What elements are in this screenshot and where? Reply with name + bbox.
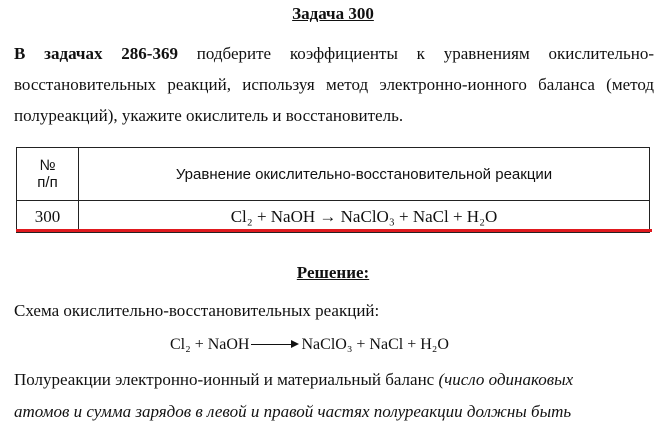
table-header-row <box>17 148 650 201</box>
scheme-products: NaClO₃ + NaCl + H₂O <box>301 336 449 353</box>
column-header-number <box>17 148 79 201</box>
intro-bold-range: В задачах 286-369 <box>14 44 178 63</box>
column-header-number-line2: п/п <box>37 174 58 191</box>
scheme-reactants: Cl₂ + NaOH <box>170 336 250 353</box>
cut-off-line: атомов и сумма зарядов в левой и правой частях полуреакции должны быть <box>14 402 572 421</box>
table-row <box>17 201 650 233</box>
reaction-arrow-icon <box>251 340 299 350</box>
column-header-equation: Уравнение окислительно-восстановительной реакции <box>79 148 650 201</box>
scheme-title: Схема окислительно-восстановительных реакций: <box>14 301 380 320</box>
intro-paragraph <box>14 38 654 131</box>
row-number-cell: 300 <box>17 201 79 233</box>
scheme-equation <box>170 336 449 354</box>
task-title: Задача 300 <box>292 4 374 23</box>
task-table <box>16 147 650 233</box>
row-equation-cell: Cl₂ + NaOH → NaClO₃ + NaCl + H₂O <box>79 201 650 233</box>
half-reactions-heading <box>14 370 573 390</box>
solution-title: Решение: <box>296 263 370 282</box>
half-reactions-italic: (число одинаковых <box>438 370 574 389</box>
half-reactions-text: Полуреакции электронно-ионный и материальный баланс <box>14 370 439 389</box>
column-header-number-line1: № <box>39 157 56 174</box>
intro-text: подберите коэффициенты к уравнениям окислительно-восстановительных реакций, используя метод электронно-ионного баланса (метод полуреакций), укажите окислитель и восстановитель. <box>14 44 654 125</box>
red-underline-divider <box>16 229 652 232</box>
